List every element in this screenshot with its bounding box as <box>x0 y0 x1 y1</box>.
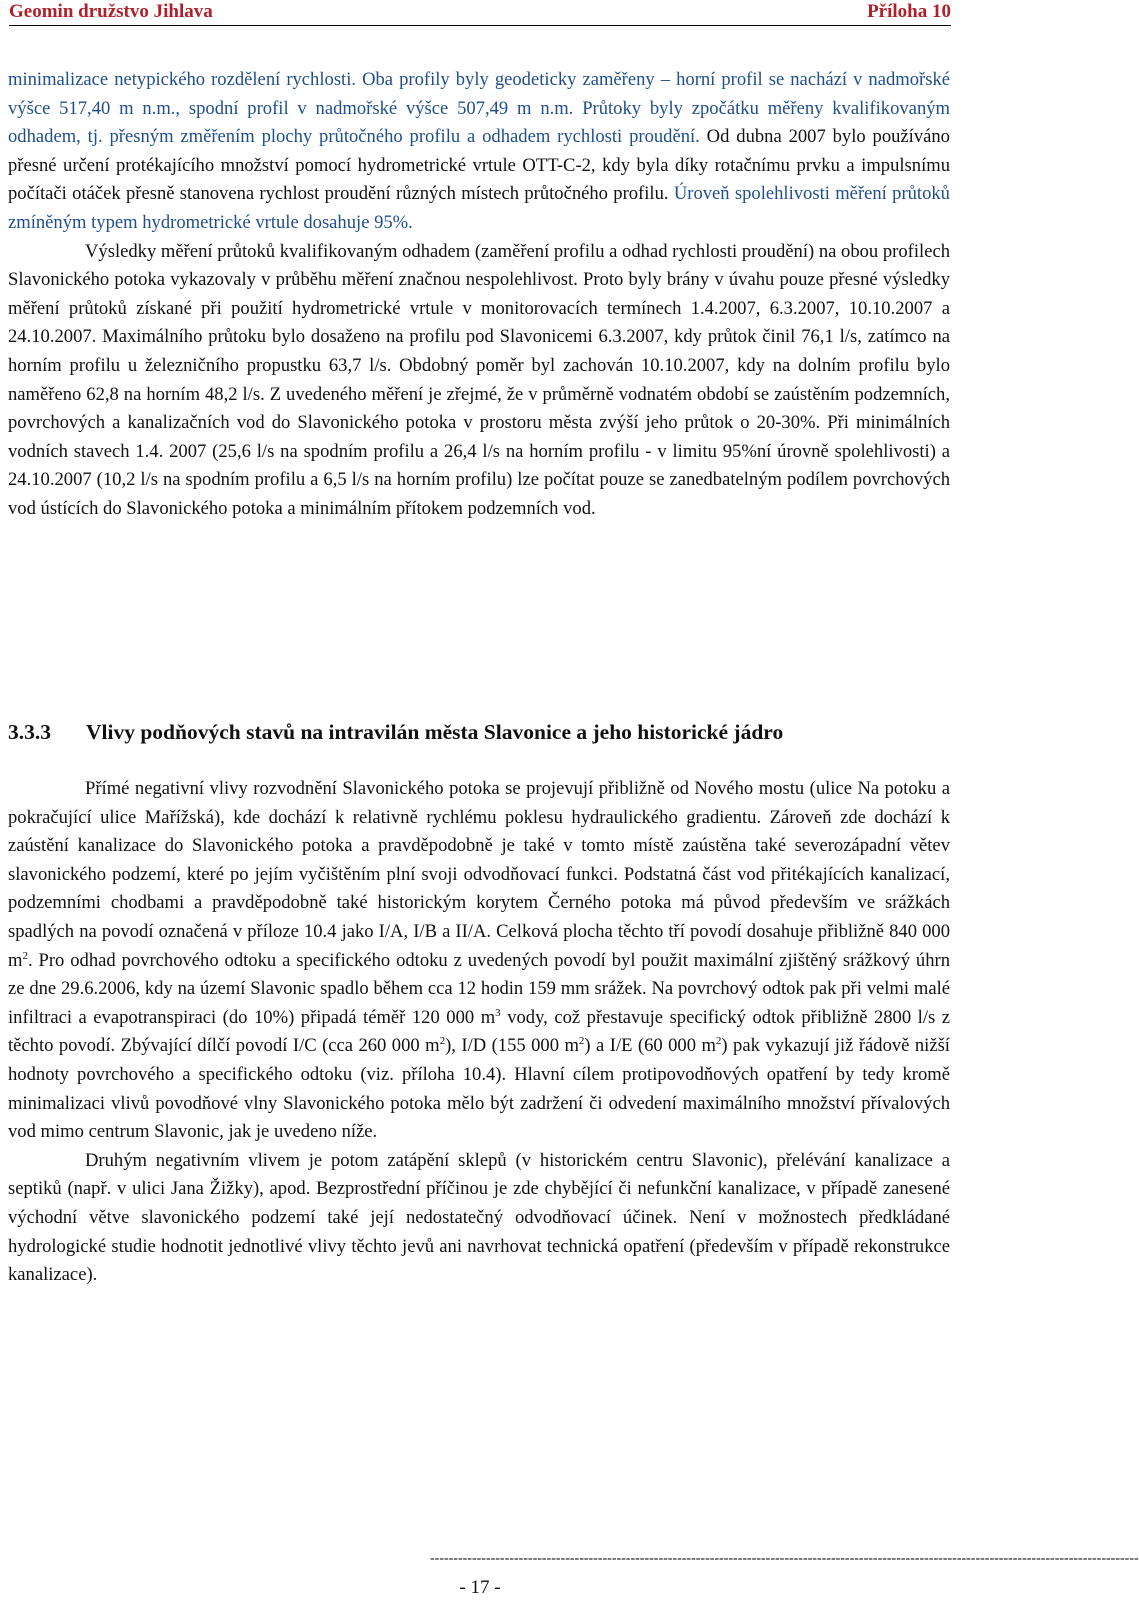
para1-text-4: ), I/D (155 000 m <box>445 1035 579 1057</box>
para1-text-3: vody, což přestavuje specifický odtok přibližně 2800 l/s z těchto povodí. Zbývající dílčí povodí I/C (cca 260 000 m <box>8 1006 951 1057</box>
intro-text: Od dubna 2007 bylo používáno přesné určení protékajícího množství pomocí hydrometrické vrtule OTT-C-2, kdy byla díky rotačnímu prvku a impulsnímu počítači otáček přesně stanovena rychlost proudění různých místech průtočného profilu. <box>8 126 950 205</box>
body-section-2 <box>8 775 950 1290</box>
para1-sup-4: 2 <box>578 1035 585 1048</box>
para1-text-1: Přímé negativní vlivy rozvodnění Slavonického potoka se projevují přibližně od Nového mostu (ulice Na potoku a pokračující ulice Mařížská), kde dochází k relativně rychlému poklesu hydraulického gradientu. Zároveň zde dochází k zaústění kanalizace do Slavonického potoka a pravděpodobně je také v tomto místě zaústěna také severozápadní větev slavonického podzemí, které po jejím vyčištěním plní svoji odvodňovací funkci. Podstatná část vod přitékajících kanalizací, podzemními chodbami a pravděpodobně také historickým korytem Černého potoka má původ především ve srážkách spadlých na povodí označená v příloze 10.4 jako I/A, I/B a II/A. Celková plocha těchto tří povodí dosahuje přibližně 840 000 m <box>8 778 950 971</box>
footer-dashed-rule: -------------------------------------------------------------------------------------------------------------------------------------------------------- <box>430 1551 1139 1566</box>
section-heading <box>8 717 950 747</box>
para1-sup-2: 3 <box>495 1006 501 1019</box>
section-title: Vlivy podňových stavů na intravilán města Slavonice a jeho historické jádro <box>86 720 784 744</box>
intro-text-blue: minimalizace netypického rozdělení rychlosti. Oba profily byly geodeticky zaměřeny – horní profil se nachází v nadmořské výšce 517,40 m n.m., spodní profil v nadmořské výšce 507,49 m n.m. Průtoky byly zpočátku měřeny kvalifikovaným odhadem, tj. přesným změřením plochy průtočného profilu a odhadem rychlosti proudění. <box>8 69 950 148</box>
para1-sup-5: 2 <box>715 1035 722 1048</box>
para1-sup-3: 2 <box>439 1035 446 1048</box>
results-paragraph: Výsledky měření průtoků kvalifikovaným odhadem (zaměření profilu a odhad rychlosti proudění) na obou profilech Slavonického potoka vykazovaly v průběhu měření značnou nespolehlivost. Proto byly brány v úvahu pouze přesné výsledky měření průtoků získané při použití hydrometrické vrtule v monitorovacích termínech 1.4.2007, 6.3.2007, 10.10.2007 a 24.10.2007. Maximálního průtoku bylo dosaženo na profilu pod Slavonicemi 6.3.2007, kdy průtok činil 76,1 l/s, zatímco na horním profilu u železničního propustku 63,7 l/s. Obdobný poměr byl zachován 10.10.2007, kdy na dolním profilu bylo naměřeno 62,8 na horním 48,2 l/s. Z uvedeného měření je zřejmé, že v průměrně vodnatém období se zaústěním podzemních, povrchových a kanalizačních vod do Slavonického potoka v prostoru města zvýší jeho průtok o 20-30%. Při minimálních vodních stavech 1.4. 2007 (25,6 l/s na spodním profilu a 26,4 l/s na horním profilu - v limitu 95%ní úrovně spolehlivosti) a 24.10.2007 (10,2 l/s na spodním profilu a 6,5 l/s na horním profilu) lze počítat pouze se zanedbatelným podílem povrchových vod ústících do Slavonického potoka a minimálním přítokem podzemních vod. <box>8 240 950 519</box>
page-number: - 17 - <box>459 1577 501 1598</box>
intro-text-blue-2: Úroveň spolehlivosti měření průtoků zmíněným typem hydrometrické vrtule dosahuje 95%. <box>8 183 950 233</box>
page-header <box>9 0 951 26</box>
header-appendix: Příloha 10 <box>867 1 951 22</box>
header-organization: Geomin družstvo Jihlava <box>9 1 213 22</box>
para1-text-6: ) pak vykazují již řádově nižší hodnoty povrchového a specifického odtoku (viz. příloha 10.4). Hlavní cílem protipovodňových opatření by tedy kromě minimalizaci vlivů povodňové vlny Slavonického potoka mělo být zadržení či odvedení maximálního množství přívalových vod mimo centrum Slavonic, jak je uvedeno níže. <box>8 1035 950 1143</box>
section-number: 3.3.3 <box>8 720 51 744</box>
para1-text-5: ) a I/E (60 000 m <box>584 1035 716 1057</box>
para1-sup-1: 2 <box>22 949 28 962</box>
section-paragraph-1 <box>8 775 950 1147</box>
body-section-1 <box>8 66 950 524</box>
section-paragraph-2: Druhým negativním vlivem je potom zatápění sklepů (v historickém centru Slavonic), přelévání kanalizace a septiků (např. v ulici Jana Žižky), apod. Bezprostřední příčinou je zde chybějící či nefunkční kanalizace, v případě zanesené východní větve slavonického podzemí také její nedostatečný odvodňovací účinek. Není v možnostech předkládané hydrologické studie hodnotit jednotlivé vlivy těchto jevů ani navrhovat technická opatření (především v případě rekonstrukce kanalizace). <box>8 1149 950 1286</box>
intro-paragraph <box>8 66 950 238</box>
para1-text-2: . Pro odhad povrchového odtoku a specifického odtoku z uvedených povodí byl použit maximální zjištěný srážkový úhrn ze dne 29.6.2006, kdy na území Slavonic spadlo během cca 12 hodin 159 mm srážek. Na povrchový odtok pak při velmi malé infiltraci a evapotranspiraci (do 10%) připadá téměř 120 000 m <box>8 949 950 1028</box>
